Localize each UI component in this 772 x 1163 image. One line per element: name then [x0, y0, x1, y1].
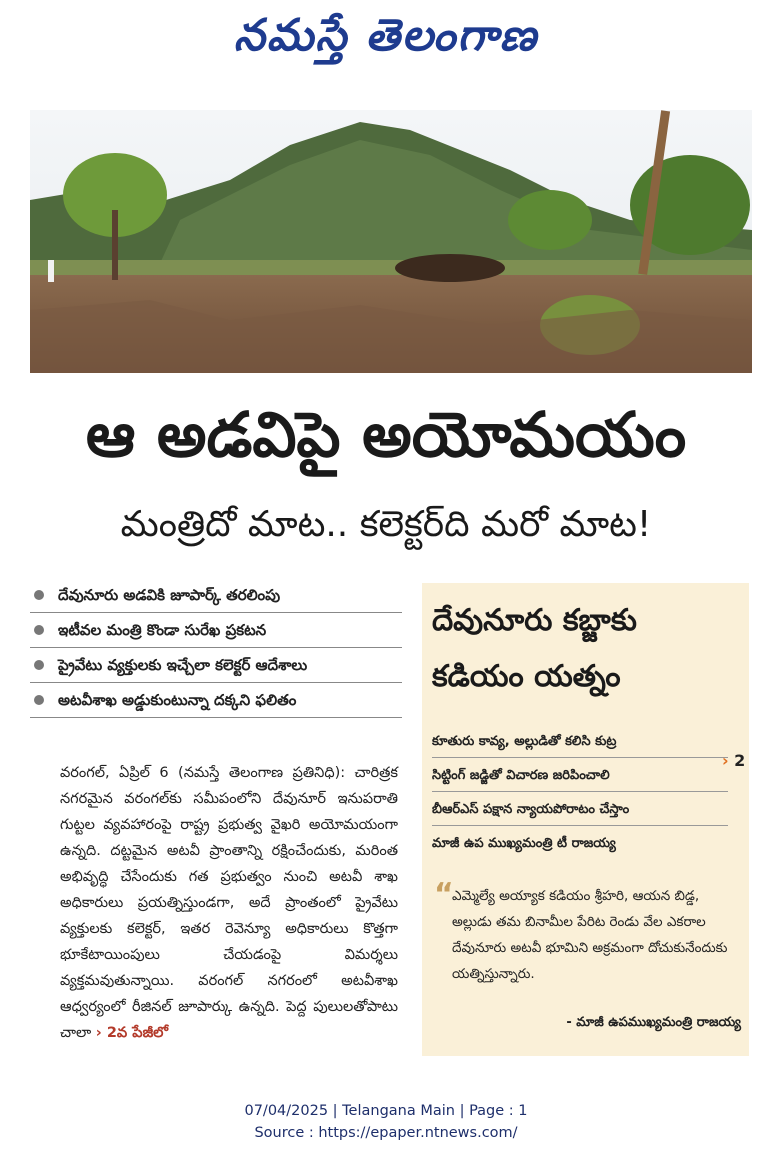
bullet-list	[30, 578, 402, 718]
masthead-title: నమస్తే తెలంగాణ	[233, 10, 539, 61]
bullet-item	[30, 613, 402, 648]
bullet-dot-icon	[34, 625, 44, 635]
sidebar-point: కూతురు కావ్య, అల్లుడితో కలిసి కుట్ర	[432, 727, 728, 758]
article-body-text: వరంగల్‌, ఏప్రిల్‌ 6 (నమస్తే తెలంగాణ ప్రతినిధి): చారిత్రక నగరమైన వరంగల్‌కు సమీపంలోని దేవునూర్‌ ఇనుపరాతి గుట్టల వ్యవహారంపై రాష్ట్ర ప్రభుత్వ వైఖరి అయోమయంగా ఉన్నది. దట్టమైన అటవీ ప్రాంతాన్ని రక్షించేందుకు, మరింత అభివృద్ధి చేసేందుకు గత ప్రభుత్వం నుంచి అటవీ శాఖ అధికారులు ప్రయత్నిస్తుండగా, అదే ప్రాంతంలో ప్రైవేటు వ్యక్తులకు కలెక్టర్‌, ఇతర రెవెన్యూ అధికారులు కొత్తగా భూకేటాయింపులు చేయడంపై విమర్శలు వ్యక్తమవుతున్నాయి. వరంగల్‌ నగరంలో అటవీశాఖ ఆధ్వర్యంలో రీజినల్‌ జూపార్కు ఉన్నది. పెద్ద పులులతోపాటు చాలా	[60, 765, 398, 1041]
quote-mark-icon: “	[434, 877, 454, 912]
bullet-text: ప్రైవేటు వ్యక్తులకు ఇచ్చేలా కలెక్టర్‌ ఆదేశాలు	[58, 656, 308, 674]
footer-edition-info: 07/04/2025 | Telangana Main | Page : 1	[244, 1103, 528, 1119]
sidebar-quote: ఎమ్మెల్యే అయ్యాక కడియం శ్రీహరి, ఆయన బిడ్డ, అల్లుడు తమ బినామీల పేరిట రెండు వేల ఎకరాల దేవునూరు అటవీ భూమిని అక్రమంగా దోచుకునేందుకు యత్నిస్తున్నారు.	[452, 888, 728, 982]
page-footer	[0, 1100, 772, 1144]
continued-on-page-link[interactable]: › 2వ పేజీలో	[95, 1025, 169, 1041]
article-headline: ఆ అడవిపై అయోమయం	[85, 398, 687, 471]
sidebar-point: బీఆర్‌ఎస్‌ పక్షాన న్యాయపోరాటం చేస్తాం	[432, 795, 728, 826]
bullet-dot-icon	[34, 590, 44, 600]
chevron-right-icon: ›	[722, 751, 729, 770]
sidebar-point: సిట్టింగ్‌ జడ్జితో విచారణ జరిపించాలి	[432, 761, 728, 792]
sidebar-quote-author: - మాజీ ఉపముఖ్యమంత్రి రాజయ్య	[566, 1015, 741, 1030]
sidebar-headline-line1: దేవునూరు కబ్జాకు	[432, 603, 637, 638]
footer-source-link[interactable]: Source : https://epaper.ntnews.com/	[254, 1125, 518, 1141]
sidebar-continued-label: 2	[734, 751, 746, 770]
sidebar-point: మాజీ ఉప ముఖ్యమంత్రి టీ రాజయ్య	[432, 836, 616, 851]
bullet-text: దేవునూరు అడవికి జూపార్క్‌ తరలింపు	[58, 586, 281, 604]
news-photo	[30, 110, 752, 373]
bullet-item	[30, 578, 402, 613]
sidebar-headline-line2: కడియం యత్నం	[432, 659, 621, 694]
article-body	[60, 760, 398, 1046]
bullet-dot-icon	[34, 695, 44, 705]
continued-label: 2వ పేజీలో	[106, 1025, 169, 1041]
masthead	[0, 6, 772, 66]
sidebar-continued-link[interactable]	[722, 751, 745, 770]
bullet-item	[30, 683, 402, 718]
bullet-item	[30, 648, 402, 683]
article-subheadline: మంత్రిదో మాట.. కలెక్టర్‌ది మరో మాట!	[120, 504, 652, 545]
sidebar-story	[422, 583, 749, 1056]
bullet-text: ఇటీవల మంత్రి కొండా సురేఖ ప్రకటన	[58, 621, 267, 639]
bullet-text: అటవీశాఖ అడ్డుకుంటున్నా దక్కని ఫలితం	[58, 691, 297, 709]
sidebar-headline	[432, 593, 742, 705]
bullet-dot-icon	[34, 660, 44, 670]
